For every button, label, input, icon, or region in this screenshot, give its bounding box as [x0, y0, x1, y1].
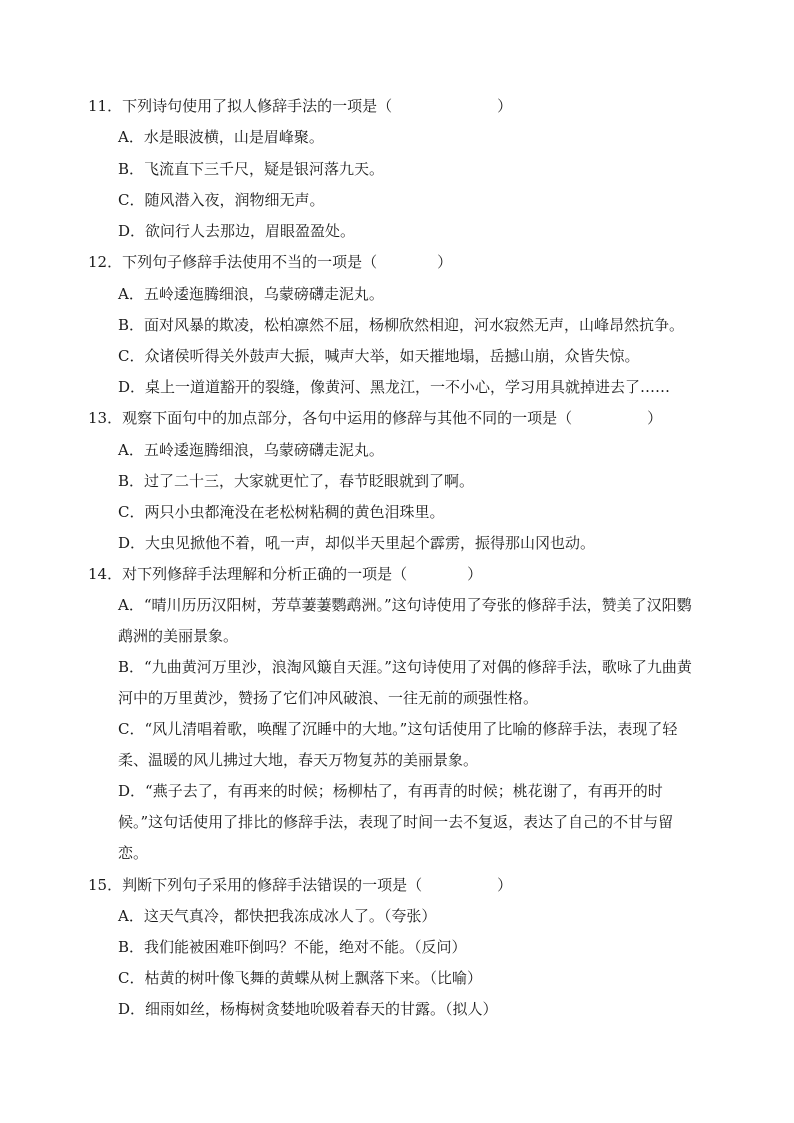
question-11-option-a: A．水是眼波横，山是眉峰聚。: [118, 128, 324, 146]
question-15-option-c: C．枯黄的树叶像飞舞的黄蝶从树上飘落下来。（比喻）: [118, 969, 482, 987]
question-11-option-b: B．飞流直下三千尺，疑是银河落九天。: [118, 160, 385, 178]
question-14-stem: 14．对下列修辞手法理解和分析正确的一项是（ ）: [88, 565, 483, 583]
question-13-stem: 13．观察下面句中的加点部分，各句中运用的修辞与其他不同的一项是（ ）: [88, 409, 663, 427]
question-13-option-d: D．大虫见掀他不着，吼一声，却似半天里起个霹雳，振得那山冈也动。: [118, 534, 596, 552]
question-15-option-d: D．细雨如丝，杨梅树贪婪地吮吸着春天的甘露。（拟人）: [118, 1000, 498, 1018]
question-11-option-d: D．欲问行人去那边，眉眼盈盈处。: [118, 222, 356, 240]
question-12-option-c: C．众诸侯听得关外鼓声大振，喊声大举，如天摧地塌，岳撼山崩，众皆失惊。: [118, 347, 640, 365]
question-14-option-a: A．“晴川历历汉阳树，芳草萋萋鹦鹉洲。”这句诗使用了夸张的修辞手法，赞美了汉阳鹦鹉洲的美丽景象。: [118, 596, 692, 645]
question-14-option-b: B．“九曲黄河万里沙，浪淘风簸自天涯。”这句诗使用了对偶的修辞手法，歌咏了九曲黄河中的万里黄沙，赞扬了它们冲风破浪、一往无前的顽强性格。: [118, 658, 692, 707]
question-15-stem: 15．判断下列句子采用的修辞手法错误的一项是（ ）: [88, 876, 513, 894]
question-13-option-b: B．过了二十三，大家就更忙了，春节眨眼就到了啊。: [118, 472, 475, 490]
question-11-stem: 11．下列诗句使用了拟人修辞手法的一项是（ ）: [88, 97, 513, 115]
question-12-stem: 12．下列句子修辞手法使用不当的一项是（ ）: [88, 253, 453, 271]
question-11-option-c: C．随风潜入夜，润物细无声。: [118, 191, 325, 209]
question-14-option-d: D．“燕子去了，有再来的时候；杨柳枯了，有再青的时候；桃花谢了，有再开的时候。”这句话使用了排比的修辞手法，表现了时间一去不复返，表达了自己的不甘与留恋。: [118, 782, 674, 862]
question-12-option-a: A．五岭逶迤腾细浪，乌蒙磅礴走泥丸。: [118, 285, 384, 303]
question-14-option-c: C．“风儿清唱着歌，唤醒了沉睡中的大地。”这句话使用了比喻的修辞手法，表现了轻柔、温暖的风儿拂过大地，春天万物复苏的美丽景象。: [118, 720, 678, 769]
question-13-option-a: A．五岭逶迤腾细浪，乌蒙磅礴走泥丸。: [118, 441, 384, 459]
question-15-option-b: B．我们能被困难吓倒吗？不能，绝对不能。（反问）: [118, 938, 467, 956]
question-15-option-a: A．这天气真冷，都快把我冻成冰人了。（夸张）: [118, 907, 437, 925]
question-12-option-d: D．桌上一道道豁开的裂缝，像黄河、黑龙江，一不小心，学习用具就掉进去了……: [118, 378, 671, 396]
question-12-option-b: B．面对风暴的欺凌，松柏凛然不屈，杨柳欣然相迎，河水寂然无声，山峰昂然抗争。: [118, 316, 685, 334]
question-13-option-c: C．两只小虫都淹没在老松树粘稠的黄色泪珠里。: [118, 503, 445, 521]
